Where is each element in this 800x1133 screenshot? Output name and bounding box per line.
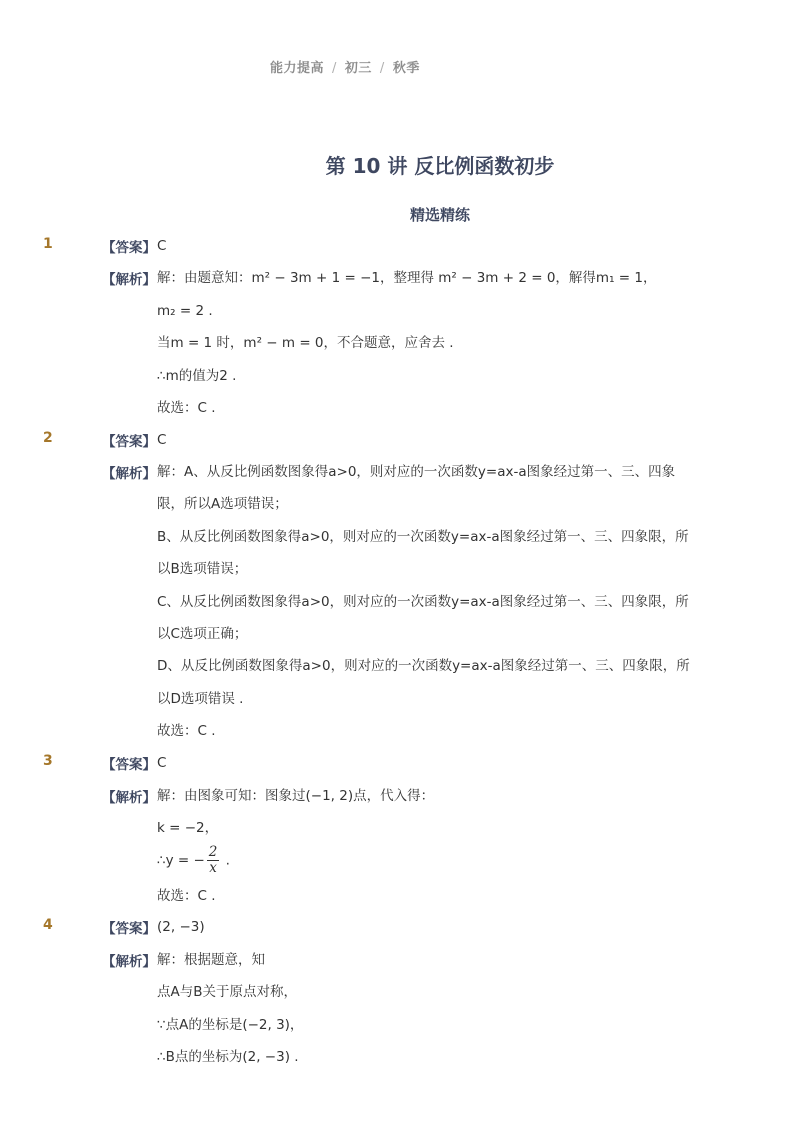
page-title: 第 10 讲 反比例函数初步 — [325, 154, 555, 178]
breadcrumb-separator: / — [379, 61, 385, 76]
question-number: 4 — [43, 917, 53, 933]
analysis-line: 限，所以A选项错误； — [157, 496, 288, 512]
question-number: 3 — [43, 753, 53, 769]
choice-line: 故选：C . — [157, 400, 216, 416]
answer-label: 【答案】 — [102, 757, 156, 773]
breadcrumb-separator: / — [332, 61, 337, 76]
question-number: 2 — [43, 430, 53, 446]
breadcrumb — [270, 57, 420, 76]
analysis-line: k = −2， — [157, 820, 219, 836]
breadcrumb-level: 能力提高 — [270, 61, 325, 76]
analysis-line: C、从反比例函数图象得a>0，则对应的一次函数y=ax-a图象经过第一、三、四象限，所 — [157, 594, 689, 610]
fraction — [207, 845, 220, 876]
fraction-numerator: 2 — [208, 844, 218, 860]
formula-suffix: . — [221, 852, 230, 869]
fraction-denominator: x — [209, 860, 217, 876]
analysis-line: m₂ = 2 . — [157, 303, 213, 319]
answer-value: C — [157, 432, 167, 448]
analysis-line: ∴B点的坐标为(2, −3) . — [157, 1049, 299, 1065]
analysis-label: 【解析】 — [102, 954, 156, 970]
breadcrumb-term: 秋季 — [392, 61, 420, 76]
analysis-line: 当m = 1 时，m² − m = 0，不合题意，应舍去 . — [157, 335, 454, 351]
breadcrumb-grade: 初三 — [344, 61, 372, 76]
choice-line: 故选：C . — [157, 888, 216, 904]
formula-prefix: ∴y = − — [157, 852, 205, 869]
answer-value: (2, −3) — [157, 919, 205, 935]
analysis-line: 解：由图象可知：图象过(−1, 2)点，代入得： — [157, 788, 435, 804]
analysis-line: ∵点A的坐标是(−2, 3)， — [157, 1017, 304, 1033]
analysis-line: 点A与B关于原点对称， — [157, 984, 297, 1000]
analysis-line: 解：由题意知：m² − 3m + 1 = −1，整理得 m² − 3m + 2 = 0，解得m₁ = 1， — [157, 270, 657, 286]
analysis-label: 【解析】 — [102, 466, 156, 482]
analysis-line: B、从反比例函数图象得a>0，则对应的一次函数y=ax-a图象经过第一、三、四象限，所 — [157, 529, 689, 545]
answer-label: 【答案】 — [102, 240, 156, 256]
answer-value: C — [157, 755, 167, 771]
analysis-line: 解：根据题意，知 — [157, 952, 265, 968]
analysis-label: 【解析】 — [102, 790, 156, 806]
analysis-line: 解：A、从反比例函数图象得a>0，则对应的一次函数y=ax-a图象经过第一、三、四象 — [157, 464, 676, 480]
analysis-line: 以C选项正确； — [157, 626, 248, 642]
answer-value: C — [157, 238, 167, 254]
question-number: 1 — [43, 236, 53, 252]
choice-line: 故选：C . — [157, 723, 216, 739]
analysis-label: 【解析】 — [102, 272, 156, 288]
analysis-line: D、从反比例函数图象得a>0，则对应的一次函数y=ax-a图象经过第一、三、四象限，所 — [157, 658, 690, 674]
section-title: 精选精练 — [409, 206, 470, 224]
analysis-line: 以B选项错误； — [157, 561, 248, 577]
answer-label: 【答案】 — [102, 434, 156, 450]
answer-label: 【答案】 — [102, 921, 156, 937]
analysis-line: 以D选项错误 . — [157, 691, 244, 707]
analysis-line: ∴m的值为2 . — [157, 368, 237, 384]
formula-line — [157, 845, 230, 876]
